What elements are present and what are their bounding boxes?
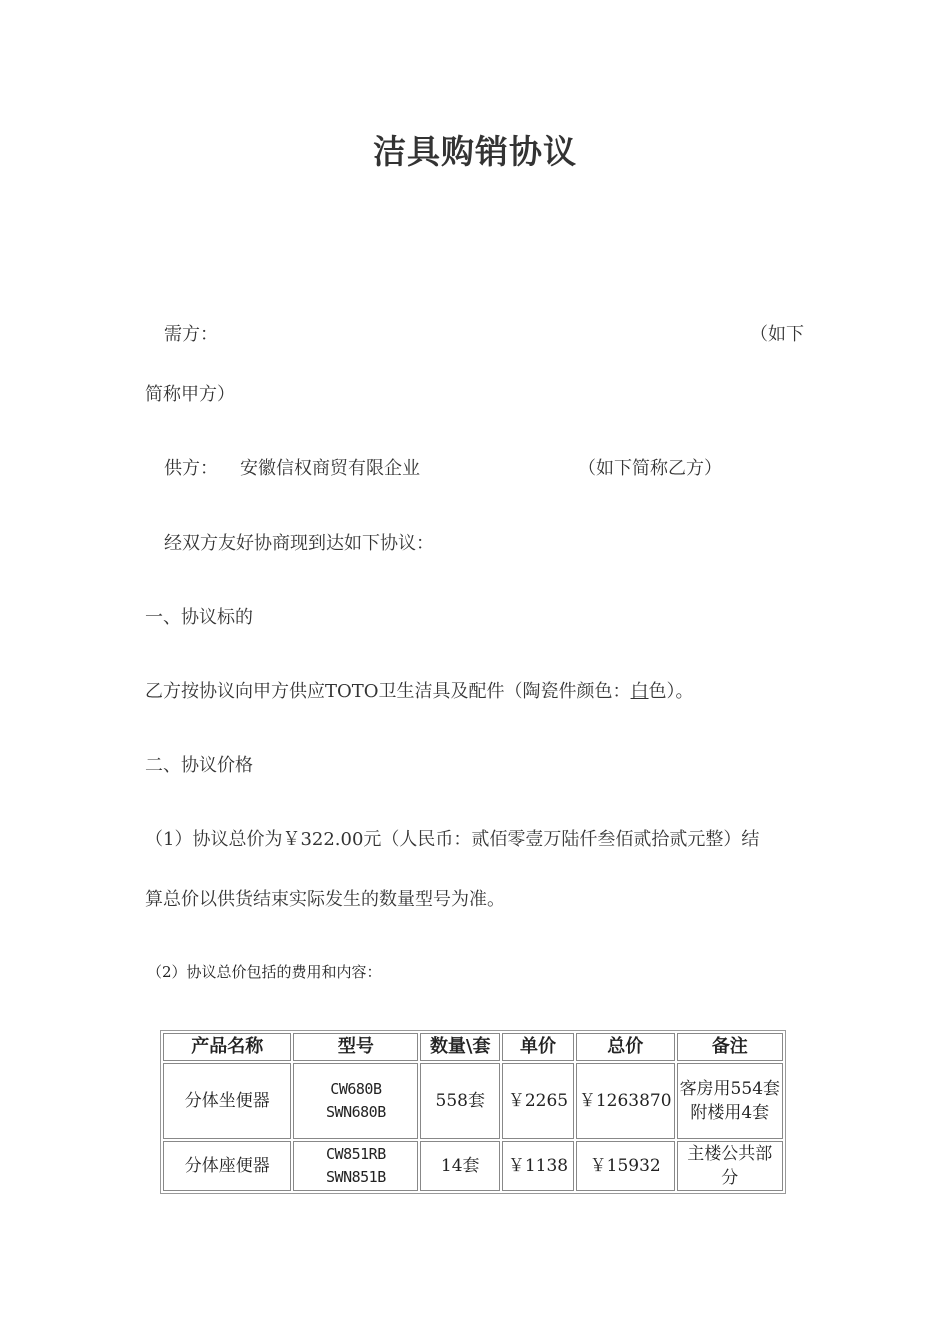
buyer-note-continued: 简称甲方） <box>145 384 235 405</box>
section-1-text-b: 色）。 <box>648 681 694 702</box>
supplier-note: （如下简称乙方） <box>578 458 722 479</box>
price-item-2: （2）协议总价包括的费用和内容： <box>147 963 382 981</box>
cell-unit-price: ￥2265 <box>502 1063 574 1139</box>
model-code: SWN680B <box>326 1103 386 1121</box>
cell-total-price: ￥1263870 <box>576 1063 675 1139</box>
buyer-note: （如下 <box>750 324 804 345</box>
header-total-price: 总价 <box>576 1033 675 1061</box>
price-item-1-line-1: （1）协议总价为￥322.00元（人民币：贰佰零壹万陆仟叁佰贰拾贰元整）结 <box>145 829 760 850</box>
cell-total-price: ￥15932 <box>576 1141 675 1191</box>
model-code: SWN851B <box>326 1168 386 1186</box>
header-remarks: 备注 <box>677 1033 783 1061</box>
section-1-text <box>145 677 694 703</box>
model-code: CW680B <box>330 1080 382 1098</box>
cell-unit-price: ￥1138 <box>502 1141 574 1191</box>
price-item-1-line-2: 算总价以供货结束实际发生的数量型号为准。 <box>145 889 505 910</box>
cell-model <box>293 1141 418 1191</box>
remark-line: 主楼公共部分 <box>687 1144 773 1188</box>
remark-line: 客房用554套 <box>679 1079 781 1099</box>
cell-remarks <box>677 1063 783 1139</box>
table-header-row <box>163 1033 783 1061</box>
document-title: 洁具购销协议 <box>373 132 577 171</box>
agreement-intro: 经双方友好协商现到达如下协议： <box>164 533 434 554</box>
remark-line: 附楼用4套 <box>690 1103 770 1123</box>
cell-model <box>293 1063 418 1139</box>
header-product-name: 产品名称 <box>163 1033 291 1061</box>
section-1-text-a: 乙方按协议向甲方供应TOTO卫生洁具及配件（陶瓷件颜色： <box>145 681 631 702</box>
ceramic-color: 白 <box>630 681 649 702</box>
buyer-label: 需方： <box>164 324 218 345</box>
cell-quantity: 558套 <box>420 1063 500 1139</box>
cell-quantity: 14套 <box>420 1141 500 1191</box>
table-row <box>163 1063 783 1139</box>
model-code: CW851RB <box>326 1145 386 1163</box>
supplier-name: 安徽信权商贸有限企业 <box>240 458 420 479</box>
section-1-heading: 一、协议标的 <box>145 607 253 628</box>
header-model: 型号 <box>293 1033 418 1061</box>
supplier-label: 供方： <box>164 458 218 479</box>
section-2-heading: 二、协议价格 <box>145 755 253 776</box>
cell-product-name: 分体坐便器 <box>163 1063 291 1139</box>
table-row <box>163 1141 783 1191</box>
header-quantity: 数量\套 <box>420 1033 500 1061</box>
cell-remarks <box>677 1141 783 1191</box>
product-table <box>160 1030 786 1194</box>
cell-product-name: 分体座便器 <box>163 1141 291 1191</box>
header-unit-price: 单价 <box>502 1033 574 1061</box>
